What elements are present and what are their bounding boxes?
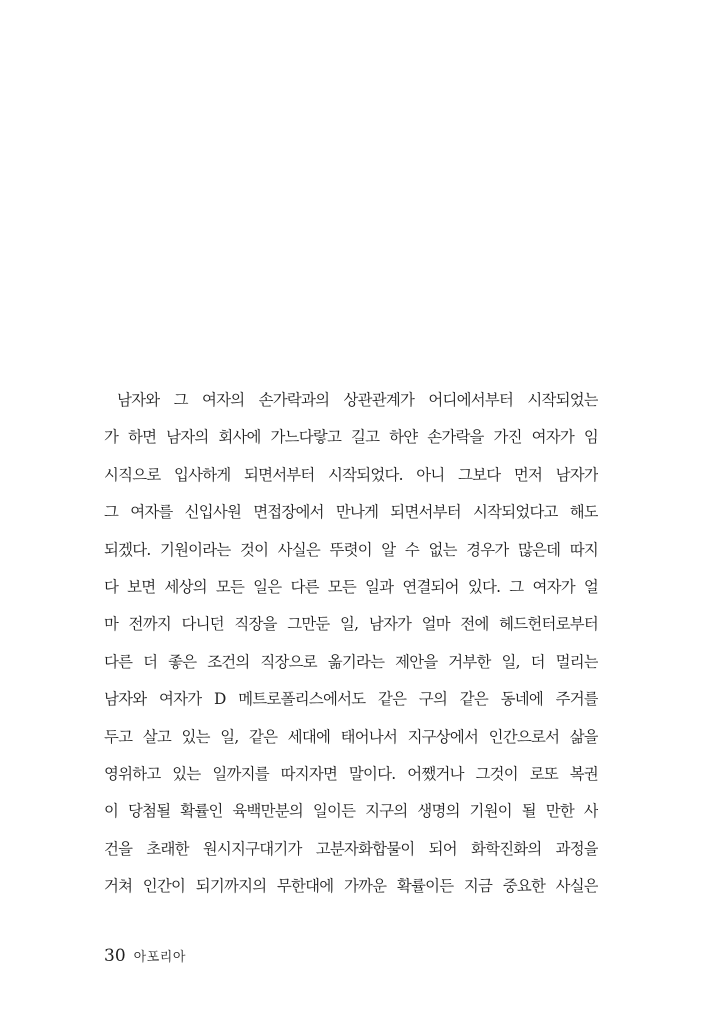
text-line: 남자와 그 여자의 손가락과의 상관관계가 어디에서부터 시작되었는 xyxy=(117,391,598,409)
text-line: 건을 초래한 원시지구대기가 고분자화합물이 되어 화학진화의 과정을 xyxy=(104,839,598,858)
text-line: 이 당첨될 확률인 육백만분의 일이든 지구의 생명의 기원이 될 만한 사 xyxy=(104,802,598,821)
text-line: 거쳐 인간이 되기까지의 무한대에 가까운 확률이든 지금 중요한 사실은 xyxy=(104,877,598,896)
text-line: 영위하고 있는 일까지를 따지자면 말이다. 어쨌거나 그것이 로또 복권 xyxy=(104,764,598,783)
body-text xyxy=(104,382,598,905)
text-line: 가 하면 남자의 회사에 가느다랗고 길고 하얀 손가락을 가진 여자가 임 xyxy=(104,428,598,447)
text-line: 두고 살고 있는 일, 같은 세대에 태어나서 지구상에서 인간으로서 삶을 xyxy=(104,727,598,746)
text-line: 남자와 여자가 D 메트로폴리스에서도 같은 구의 같은 동네에 주거를 xyxy=(104,690,598,709)
text-line: 마 전까지 다니던 직장을 그만둔 일, 남자가 얼마 전에 헤드헌터로부터 xyxy=(104,615,598,634)
page-number: 30 xyxy=(104,946,126,966)
page-footer xyxy=(104,946,186,966)
book-title: 아포리아 xyxy=(133,950,186,965)
text-line: 다 보면 세상의 모든 일은 다른 모든 일과 연결되어 있다. 그 여자가 얼 xyxy=(104,577,598,596)
text-line: 시직으로 입사하게 되면서부터 시작되었다. 아니 그보다 먼저 남자가 xyxy=(104,465,598,484)
text-line: 그 여자를 신입사원 면접장에서 만나게 되면서부터 시작되었다고 해도 xyxy=(104,503,598,522)
text-line: 되겠다. 기원이라는 것이 사실은 뚜렷이 알 수 없는 경우가 많은데 따지 xyxy=(104,540,598,559)
text-line: 다른 더 좋은 조건의 직장으로 옮기라는 제안을 거부한 일, 더 멀리는 xyxy=(104,652,598,671)
